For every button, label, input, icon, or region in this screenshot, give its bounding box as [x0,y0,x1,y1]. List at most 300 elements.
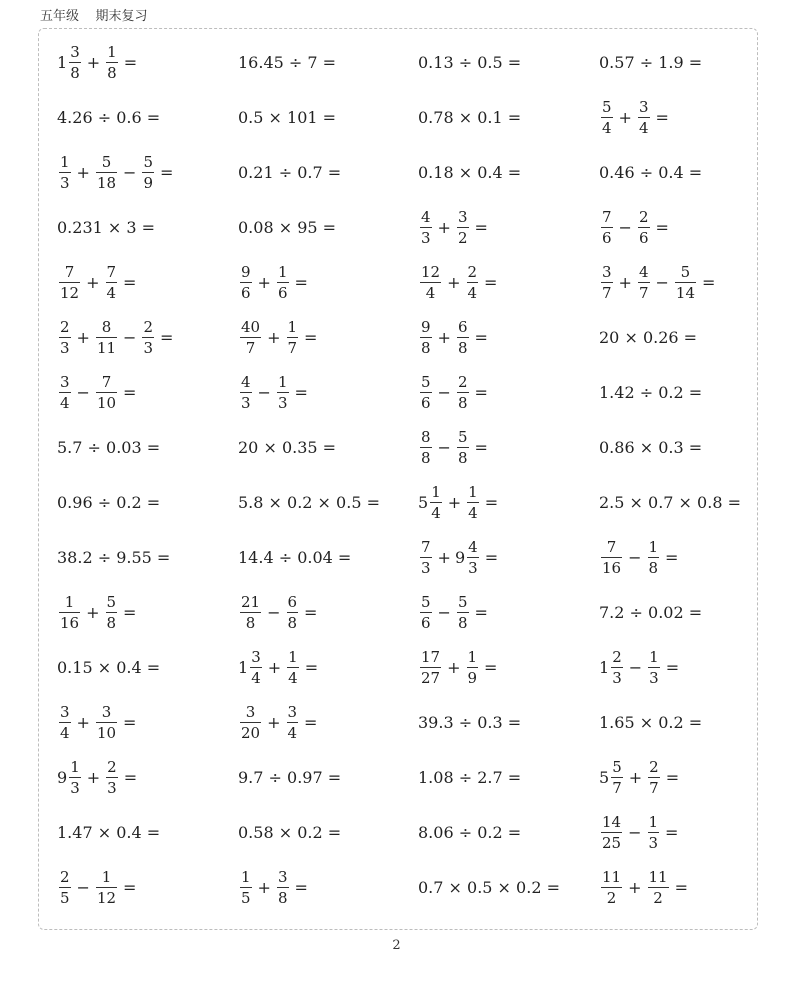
operator: + [447,493,462,512]
fraction [277,375,289,411]
exercise [418,148,521,198]
exercise [57,588,140,638]
expression-text: 1.42 ÷ 0.2 = [599,383,703,402]
denominator: 3 [612,669,622,687]
denominator: 8 [648,559,659,577]
denominator: 4 [106,284,117,302]
exercise [57,863,140,913]
expression-text: 0.86 × 0.3 = [599,438,703,457]
numerator: 5 [612,758,622,776]
exercise [418,93,521,143]
fraction [96,705,117,741]
operator: = [160,328,174,347]
fraction [648,760,660,796]
exercise [418,423,492,473]
denominator: 8 [287,614,298,632]
numerator: 2 [612,648,622,666]
numerator: 5 [421,593,431,611]
fraction [59,595,80,631]
denominator: 6 [421,394,431,412]
operator: = [665,658,680,677]
denominator: 3 [60,174,70,192]
exercise [238,258,312,308]
operator: = [484,658,498,677]
exercise [599,38,702,88]
denominator: 6 [638,229,649,247]
operator: = [665,548,679,567]
exercise [57,148,177,198]
operator: = [294,383,308,402]
numerator: 3 [60,373,70,391]
denominator: 4 [468,504,478,522]
operator: + [257,878,271,897]
denominator: 4 [288,669,298,687]
fraction [638,100,650,136]
exercise [238,38,336,88]
operator: − [76,383,90,402]
operator: + [86,768,101,787]
fraction [59,320,71,356]
numerator: 9 [421,318,431,336]
numerator: 4 [241,373,251,391]
grade-label: 五年级 [40,9,80,24]
fraction [240,595,261,631]
denominator: 4 [251,669,261,687]
numerator: 2 [638,208,649,226]
fraction [96,375,117,411]
fraction [287,320,299,356]
denominator: 16 [602,559,622,577]
operator: = [123,713,137,732]
fraction [240,320,261,356]
exercise [599,313,697,363]
fraction [59,155,71,191]
expression-text: 0.13 ÷ 0.5 = [418,53,522,72]
expression-text: 0.18 × 0.4 = [418,163,522,182]
numerator: 2 [60,868,70,886]
expression-text: 2.5 × 0.7 × 0.8 = [599,493,741,512]
expression-text: 8.06 ÷ 0.2 = [418,823,522,842]
exercise [418,753,521,803]
exercise [418,203,492,253]
exercise [238,203,336,253]
numerator: 11 [602,868,622,886]
exercise [57,313,177,363]
numerator: 9 [241,263,251,281]
header-title: 期末复习 [95,9,148,24]
fraction [420,430,432,466]
whole-number: 9 [454,548,466,567]
denominator: 8 [421,339,431,357]
denominator: 16 [60,614,80,632]
numerator: 7 [64,263,75,281]
numerator: 4 [421,208,431,226]
exercise [599,203,673,253]
expression-text: 5.7 ÷ 0.03 = [57,438,161,457]
fraction [467,485,479,521]
exercise [238,698,321,748]
expression-text: 16.45 ÷ 7 = [238,53,337,72]
exercise [57,698,140,748]
exercise [599,368,702,418]
denominator: 25 [602,834,622,852]
fraction [240,705,261,741]
denominator: 3 [649,669,659,687]
fraction [420,265,441,301]
exercise [57,808,160,858]
whole-number: 1 [57,53,68,72]
denominator: 18 [96,174,117,192]
operator: − [267,603,281,622]
operator: − [123,328,137,347]
numerator: 2 [143,318,153,336]
operator: = [123,878,137,897]
denominator: 3 [648,834,659,852]
operator: = [665,823,679,842]
numerator: 1 [101,868,112,886]
operator: − [628,548,642,567]
exercise [418,643,501,693]
numerator: 6 [457,318,468,336]
denominator: 4 [638,119,649,137]
fraction [69,45,81,81]
denominator: 4 [467,284,478,302]
fraction [240,375,252,411]
numerator: 1 [277,373,288,391]
numerator: 3 [287,703,298,721]
exercise [418,863,560,913]
numerator: 3 [638,98,649,116]
fraction [430,485,442,521]
denominator: 7 [638,284,649,302]
exercise [238,643,322,693]
exercise [57,38,141,88]
operator: − [628,658,643,677]
numerator: 2 [457,373,468,391]
operator: + [76,163,90,182]
operator: + [437,548,451,567]
denominator: 7 [612,779,622,797]
fraction [638,210,650,246]
fraction [277,870,289,906]
fraction [601,815,622,851]
denominator: 8 [70,64,80,82]
denominator: 5 [60,889,70,907]
fraction [106,45,118,81]
fraction [420,540,432,576]
numerator: 5 [143,153,153,171]
numerator: 1 [648,538,659,556]
fraction [287,595,299,631]
fraction [420,595,432,631]
denominator: 14 [675,284,695,302]
numerator: 3 [251,648,261,666]
operator: + [76,713,90,732]
exercise [418,258,501,308]
exercise [599,863,692,913]
expression-text: 0.46 ÷ 0.4 = [599,163,703,182]
fraction [277,265,289,301]
operator: = [304,603,318,622]
operator: − [257,383,271,402]
denominator: 9 [467,669,478,687]
fraction [240,870,252,906]
exercise [599,753,683,803]
operator: + [437,328,451,347]
fraction [69,760,81,796]
exercise [599,148,702,198]
expression-text: 14.4 ÷ 0.04 = [238,548,352,567]
fraction [601,100,613,136]
denominator: 6 [421,614,431,632]
operator: − [628,823,642,842]
operator: = [702,273,716,292]
numerator: 8 [421,428,431,446]
exercise [418,478,502,528]
numerator: 2 [467,263,478,281]
exercise [238,533,351,583]
expression-text: 0.96 ÷ 0.2 = [57,493,161,512]
fraction [648,540,660,576]
fraction [675,265,696,301]
fraction [96,320,117,356]
denominator: 3 [70,779,80,797]
fraction [601,265,613,301]
exercise [238,423,336,473]
fraction [96,870,117,906]
whole-number: 5 [418,493,429,512]
exercise [57,203,155,253]
numerator: 3 [245,703,256,721]
exercise [57,258,140,308]
exercise [418,698,521,748]
expression-text: 0.15 × 0.4 = [57,658,161,677]
exercise [599,588,702,638]
numerator: 7 [602,208,612,226]
numerator: 1 [107,43,117,61]
numerator: 3 [602,263,612,281]
denominator: 4 [60,394,70,412]
expression-text: 4.26 ÷ 0.6 = [57,108,161,127]
operator: − [437,603,451,622]
operator: = [294,273,308,292]
operator: = [304,713,318,732]
fraction [638,265,650,301]
expression-text: 0.57 ÷ 1.9 = [599,53,703,72]
fraction [287,650,299,686]
exercise [418,368,492,418]
operator: = [304,658,319,677]
exercise [238,313,321,363]
fraction [601,540,622,576]
expression-text: 20 × 0.35 = [238,438,337,457]
denominator: 9 [143,174,153,192]
exercise [418,808,521,858]
exercise [57,368,140,418]
numerator: 1 [468,483,478,501]
fraction [457,430,469,466]
denominator: 10 [96,394,117,412]
numerator: 17 [421,648,441,666]
operator: = [655,108,669,127]
fraction [106,760,118,796]
denominator: 8 [457,449,468,467]
operator: + [437,218,451,237]
exercise [599,698,702,748]
exercise [57,93,160,143]
denominator: 20 [241,724,261,742]
denominator: 4 [287,724,298,742]
fraction [648,870,669,906]
numerator: 3 [101,703,112,721]
fraction [250,650,262,686]
denominator: 3 [421,559,431,577]
denominator: 8 [457,394,468,412]
numerator: 1 [648,813,659,831]
numerator: 7 [101,373,112,391]
fraction [142,320,154,356]
numerator: 7 [421,538,431,556]
denominator: 8 [421,449,431,467]
numerator: 12 [421,263,441,281]
operator: + [267,658,282,677]
exercise [238,368,312,418]
exercise [238,93,336,143]
fraction [457,320,469,356]
fraction [59,265,80,301]
page-number: 2 [392,938,401,953]
operator: = [304,328,318,347]
fraction [457,210,469,246]
numerator: 1 [287,318,298,336]
exercise [57,753,141,803]
denominator: 5 [241,889,251,907]
operator: = [123,53,138,72]
numerator: 4 [468,538,478,556]
exercise [599,643,683,693]
operator: = [123,273,137,292]
denominator: 8 [457,614,468,632]
fraction [106,595,118,631]
numerator: 1 [649,648,659,666]
denominator: 4 [60,724,70,742]
operator: + [86,273,100,292]
numerator: 5 [457,428,468,446]
fraction [287,705,299,741]
fraction [601,210,613,246]
whole-number: 1 [238,658,249,677]
numerator: 14 [602,813,622,831]
denominator: 2 [457,229,468,247]
exercise [57,478,160,528]
expression-text: 0.5 × 101 = [238,108,337,127]
operator: = [123,383,137,402]
exercise [599,808,682,858]
operator: + [628,878,642,897]
denominator: 8 [107,64,117,82]
operator: + [267,713,281,732]
operator: + [447,273,461,292]
exercise [238,863,312,913]
exercise [599,258,719,308]
fraction [467,540,479,576]
operator: = [123,603,137,622]
operator: = [484,493,499,512]
numerator: 5 [602,98,612,116]
numerator: 3 [457,208,468,226]
denominator: 7 [649,779,659,797]
operator: = [474,603,488,622]
expression-text: 5.8 × 0.2 × 0.5 = [238,493,380,512]
fraction [611,650,623,686]
operator: = [484,548,499,567]
fraction [59,870,71,906]
operator: = [665,768,680,787]
fraction [59,375,71,411]
expression-text: 1.08 ÷ 2.7 = [418,768,522,787]
exercise [418,588,492,638]
denominator: 12 [96,889,117,907]
expression-text: 1.65 × 0.2 = [599,713,703,732]
operator: = [294,878,308,897]
fraction [59,705,71,741]
fraction [420,375,432,411]
expression-text: 0.08 × 95 = [238,218,337,237]
denominator: 3 [241,394,251,412]
numerator: 7 [106,263,117,281]
fraction [420,210,432,246]
numerator: 1 [467,648,478,666]
operator: = [674,878,688,897]
denominator: 4 [431,504,441,522]
denominator: 8 [277,889,288,907]
whole-number: 5 [599,768,610,787]
exercise [238,478,380,528]
numerator: 6 [287,593,298,611]
operator: = [474,328,488,347]
expression-text: 0.7 × 0.5 × 0.2 = [418,878,560,897]
fraction [420,650,441,686]
operator: = [474,438,488,457]
denominator: 10 [96,724,117,742]
numerator: 2 [649,758,659,776]
numerator: 3 [60,703,70,721]
numerator: 11 [648,868,668,886]
denominator: 3 [107,779,117,797]
operator: = [474,383,488,402]
denominator: 6 [602,229,612,247]
denominator: 12 [60,284,80,302]
denominator: 3 [421,229,431,247]
numerator: 5 [421,373,431,391]
denominator: 3 [468,559,478,577]
fraction [457,375,469,411]
operator: + [628,768,643,787]
denominator: 7 [602,284,612,302]
numerator: 1 [64,593,75,611]
operator: = [123,768,138,787]
operator: = [655,218,669,237]
operator: − [437,383,451,402]
exercise [238,753,341,803]
expression-text: 1.47 × 0.4 = [57,823,161,842]
fraction [467,265,479,301]
whole-number: 1 [599,658,610,677]
operator: + [618,273,632,292]
operator: + [86,53,101,72]
operator: + [267,328,281,347]
numerator: 1 [431,483,441,501]
